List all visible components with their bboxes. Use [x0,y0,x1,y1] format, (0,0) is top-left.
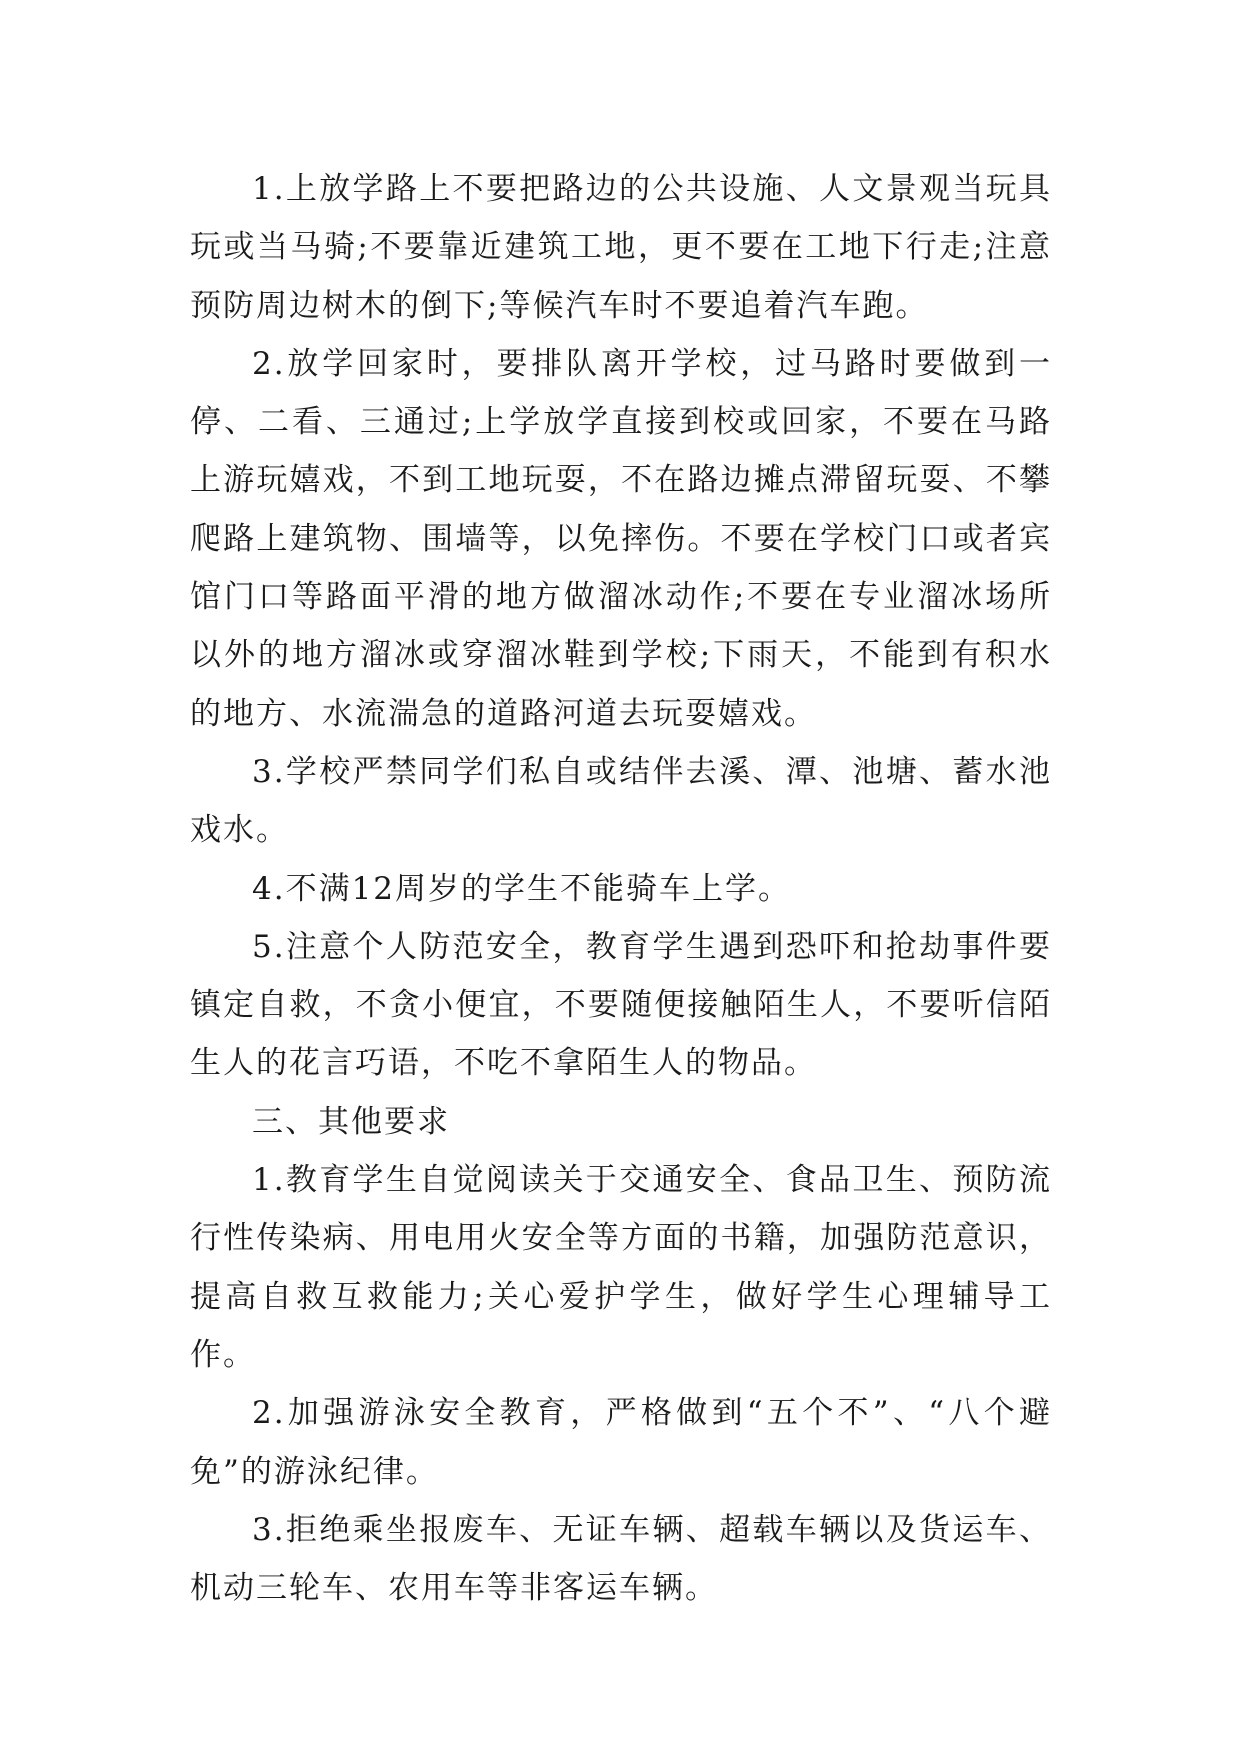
document-body [190,160,1052,1617]
paragraph-3: 3.学校严禁同学们私自或结伴去溪、潭、池塘、蓄水池戏水。 [190,753,1052,849]
paragraph-1: 1.上放学路上不要把路边的公共设施、人文景观当玩具玩或当马骑;不要靠近建筑工地，更不要在工地下行走;注意预防周边树木的倒下;等候汽车时不要追着汽车跑。 [190,171,1052,324]
paragraph-6: 1.教育学生自觉阅读关于交通安全、食品卫生、预防流行性传染病、用电用火安全等方面的书籍，加强防范意识，提高自救互救能力;关心爱护学生，做好学生心理辅导工作。 [190,1162,1052,1373]
section-heading: 三、其他要求 [252,1103,450,1140]
paragraph-4: 4.不满12周岁的学生不能骑车上学。 [252,870,792,907]
paragraph-5: 5.注意个人防范安全，教育学生遇到恐吓和抢劫事件要镇定自救，不贪小便宜，不要随便接触陌生人，不要听信陌生人的花言巧语，不吃不拿陌生人的物品。 [190,928,1052,1082]
paragraph-7: 2.加强游泳安全教育，严格做到“五个不”、“八个避免”的游泳纪律。 [190,1395,1052,1490]
paragraph-8: 3.拒绝乘坐报废车、无证车辆、超载车辆以及货运车、机动三轮车、农用车等非客运车辆。 [190,1511,1052,1607]
paragraph-2: 2.放学回家时，要排队离开学校，过马路时要做到一停、二看、三通过;上学放学直接到校或回家，不要在马路上游玩嬉戏，不到工地玩耍，不在路边摊点滞留玩耍、不攀爬路上建筑物、围墙等，以免摔伤。不要在学校门口或者宾馆门口等路面平滑的地方做溜冰动作;不要在专业溜冰场所以外的地方溜冰或穿溜冰鞋到学校;下雨天，不能到有积水的地方、水流湍急的道路河道去玩耍嬉戏。 [190,345,1052,732]
